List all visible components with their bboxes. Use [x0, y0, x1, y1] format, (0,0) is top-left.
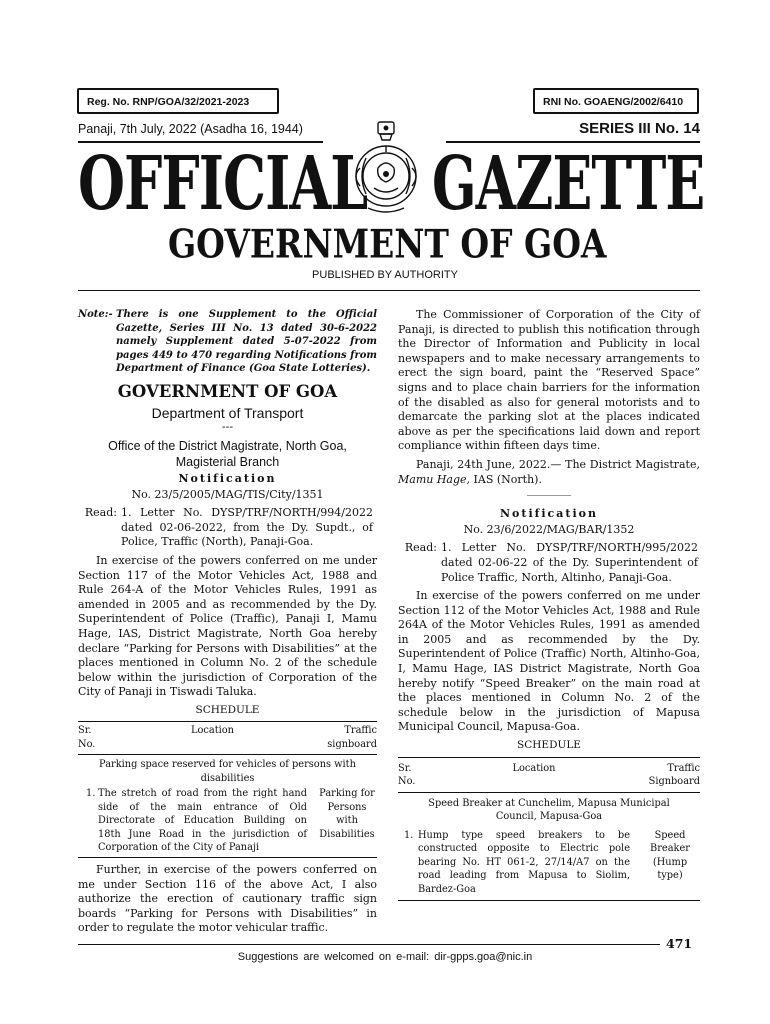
separator: ________ [527, 483, 571, 497]
col-location-2: Location [512, 762, 556, 774]
paragraph-1: In exercise of the powers conferred on me under Section 117 of the Motor Vehicles Act, 1988 and Rule 264-A of the Motor Vehicles Rules, 1991 as amended in 2005 and as recommended by the Dy. Superintendent of Police (Traffic), Panaji I, Mamu Hage, IAS, District Magistrate, North Goa hereby declare “Parking for Persons with Disabilities” at the places mentioned in Column No. 2 of the schedule below within the jurisdiction of Corporation of the City of Panaji in Tiswadi Taluka. [78, 553, 377, 699]
row-number: 1. [86, 788, 96, 800]
table-section [78, 755, 377, 787]
notification-number: No. 23/5/2005/MAG/TIS/City/1351 [131, 487, 324, 501]
read-reference [78, 506, 377, 550]
table-row-2 [398, 826, 700, 901]
issue-date: Panaji, 7th July, 2022 (Asadha 16, 1944) [78, 122, 303, 136]
notification-heading-2: Notification [500, 507, 598, 521]
government-of-goa-title: GOVERNMENT OF GOA [168, 222, 607, 268]
series-number: SERIES III No. 14 [579, 120, 700, 137]
signature-pre: Panaji, 24th June, 2022.— The District Magistrate, [416, 457, 700, 471]
reg-number-box [77, 88, 279, 114]
row-signboard: Parking for Persons with Disabilities [319, 788, 375, 840]
col-no-2: No. [398, 776, 416, 788]
table-header [78, 722, 377, 755]
schedule-title-2: SCHEDULE [517, 739, 581, 752]
reg-number: Reg. No. RNP/GOA/32/2021-2023 [87, 96, 250, 108]
note-text: There is one Supplement to the Official Gazette, Series III No. 13 dated 30-6-2022 namely Supplement dated 5-07-2022 from pages 449 to 470 regarding Notifications from Department of Finance (Goa State Lotteries). [116, 309, 377, 375]
office-name: Office of the District Magistrate, North Goa, Magisterial Branch [108, 438, 347, 469]
masthead-official: OFFICIAL [78, 140, 368, 228]
table-section-2 [398, 792, 700, 826]
signature-name: Mamu Hage [398, 472, 467, 486]
col-no: No. [78, 738, 96, 750]
page-number: 471 [666, 936, 693, 951]
read-label-2: Read: [404, 541, 437, 555]
right-column [398, 308, 700, 901]
row-number-2: 1. [404, 829, 414, 841]
table-header-2 [398, 758, 700, 793]
dept-dashes: --- [221, 419, 234, 433]
note [78, 308, 377, 376]
paragraph-speed-breaker: In exercise of the powers conferred on me under Section 112 of the Motor Vehicles Act, 1988 and Rule 264A of the Motor Vehicles Rules, 1991 as amended in 2005 and as recommended by the Dy. Superintendent of Police (Traffic) North, Altinho-Goa, I, Mamu Hage, IAS District Magistrate, North Goa hereby notify “Speed Breaker” on the main road at the places mentioned in Column No. 2 of the schedule below in the jurisdiction of Mapusa Municipal Council, Mapusa-Goa. [398, 589, 700, 734]
col-sr: Sr. [78, 725, 92, 737]
col-location: Location [190, 725, 234, 737]
paragraph-2: Further, in exercise of the powers conferred on me under Section 116 of the above Act, I also authorize the erection of cautionary traffic sign boards “Parking for Persons with Disabilities” in order to regulate the motor vehicular traffic. [78, 862, 377, 935]
row-location-2: Hump type speed breakers to be constructed opposite to Electric pole bearing No. HT 061-2, 27/14/A7 on the road leading from Mapusa to Siolim, Bardez-Goa [418, 829, 630, 895]
section-title: Parking space reserved for vehicles of persons with disabilities [99, 759, 356, 784]
schedule-title: SCHEDULE [195, 703, 260, 716]
col-traffic: Traffic [344, 725, 377, 737]
masthead-gazette: GAZETTE [432, 140, 705, 228]
col-signboard-2: Signboard [648, 776, 700, 788]
published-by-authority: PUBLISHED BY AUTHORITY [312, 269, 458, 281]
table-row [78, 786, 377, 857]
rni-number: RNI No. GOAENG/2002/6410 [543, 96, 684, 108]
paragraph-commissioner: The Commissioner of Corporation of the City of Panaji, is directed to publish this notification through the Director of Information and Publicity in local newspapers and to make necessary arrangements to erect the sign board, paint the “Reserved Space” signs and to place chain barriers for the information of the disabled as also for general motorists and to demarcate the parking slot at the places indicated above as per the specifications laid down and report compliance within fifteen days time. [398, 308, 700, 453]
published-rule [78, 290, 700, 291]
schedule-table [78, 721, 377, 858]
schedule-table-2 [398, 757, 700, 902]
col-sr-2: Sr. [398, 762, 412, 774]
read-reference-2 [398, 541, 700, 585]
col-traffic-2: Traffic [667, 762, 700, 774]
notification-number-2: No. 23/6/2022/MAG/BAR/1352 [463, 522, 635, 536]
read-text: 1. Letter No. DYSP/TRF/NORTH/994/2022 dated 02-06-2022, from the Dy. Supdt., of Police, Traffic (North), Panaji-Goa. [121, 506, 373, 549]
footer-suggestions: Suggestions are welcomed on e-mail: dir-gpps.goa@nic.in [237, 951, 533, 963]
notification-heading: Notification [178, 471, 277, 485]
section-title-2: Speed Breaker at Cunchelim, Mapusa Municipal Council, Mapusa-Goa [428, 797, 670, 823]
read-text-2: 1. Letter No. DYSP/TRF/NORTH/995/2022 dated 02-06-22 of the Dy. Superintendent of Police Traffic, North, Altinho, Panaji-Goa. [441, 541, 698, 584]
note-label: Note:- [78, 309, 113, 320]
read-label: Read: [84, 506, 117, 520]
footer-rule [78, 944, 660, 945]
state-emblem-icon [338, 118, 434, 218]
col-signboard: signboard [327, 738, 377, 750]
row-signboard-2: Speed Breaker (Hump type) [650, 829, 690, 882]
gov-heading: GOVERNMENT OF GOA [117, 381, 338, 401]
rni-number-box [533, 88, 699, 114]
dept-name: Department of Transport [151, 404, 304, 421]
left-column [78, 308, 377, 936]
signature-post: , IAS (North). [466, 472, 542, 486]
row-location: The stretch of road from the right hand side of the main entrance of Old Directorate of Education Building on 18th June Road in the jurisdiction of Corporation of the City of Panaji [98, 788, 307, 854]
